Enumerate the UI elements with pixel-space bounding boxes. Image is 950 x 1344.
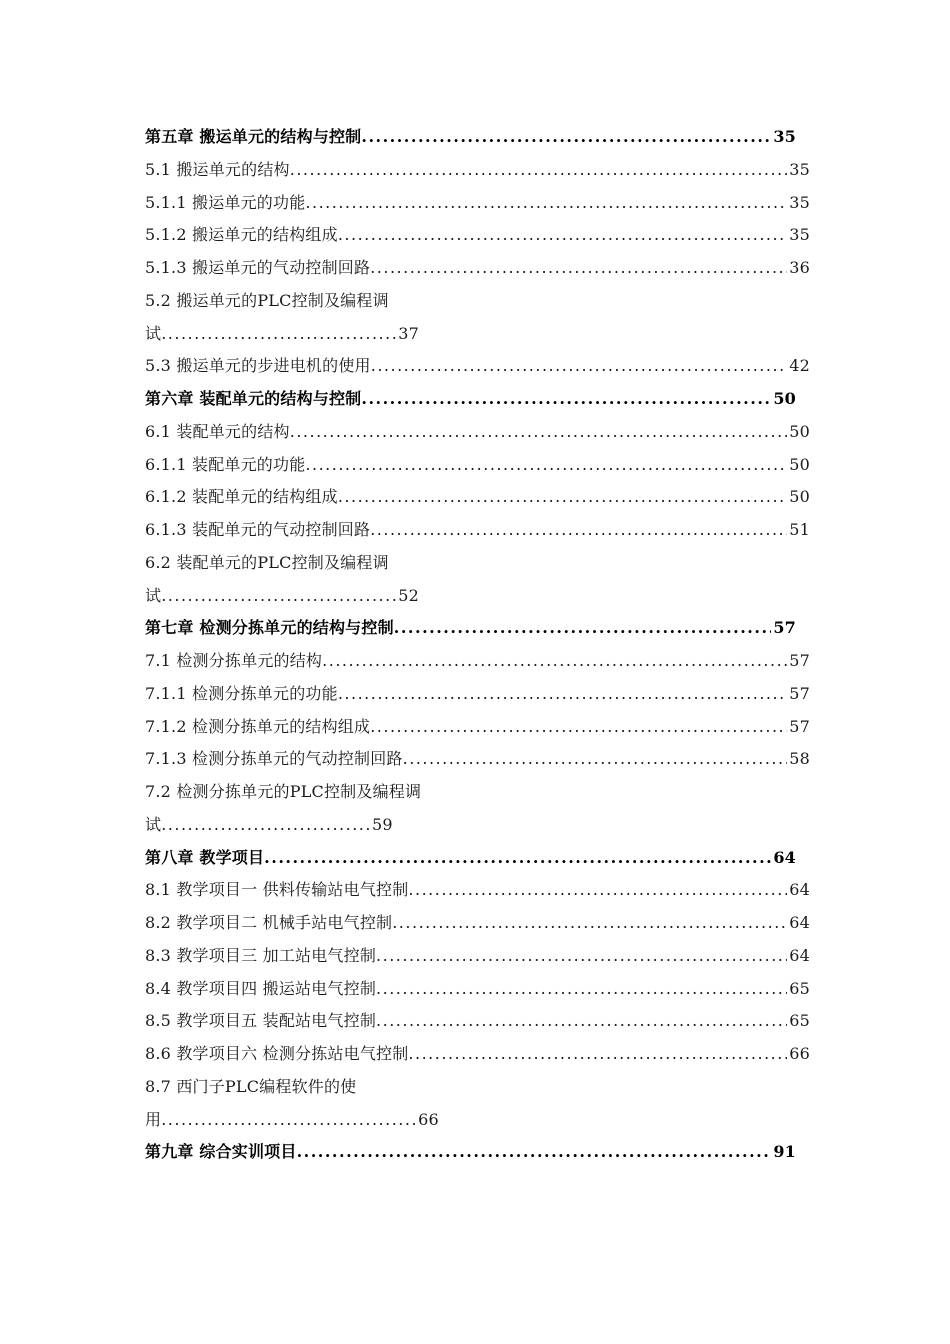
toc-entry-title: 试: [145, 323, 162, 343]
toc-page-number: 37: [398, 323, 420, 343]
toc-page-number: 50: [789, 421, 810, 441]
table-of-contents: [145, 121, 810, 1169]
toc-leader-dots: [408, 1038, 787, 1071]
toc-page-number: 35: [789, 192, 810, 212]
toc-entry-title: 8.1 教学项目一 供料传输站电气控制: [145, 880, 409, 900]
toc-entry-title: 6.1.1 装配单元的功能: [145, 454, 306, 474]
toc-leader-dots: [322, 645, 787, 678]
toc-leader-dots: [305, 449, 787, 482]
toc-entry-title: 6.1 装配单元的结构: [145, 421, 290, 441]
toc-leader-dots: ................................: [161, 814, 372, 834]
toc-entry-title: 第九章 综合实训项目: [145, 1142, 297, 1162]
toc-chapter-entry: [145, 1136, 810, 1169]
toc-entry: [145, 645, 810, 678]
toc-entry-title: 8.2 教学项目二 机械手站电气控制: [145, 913, 393, 932]
toc-page-number: 57: [789, 651, 810, 670]
toc-entry-title: 5.1.3 搬运单元的气动控制回路: [145, 258, 371, 277]
toc-leader-dots: [392, 907, 787, 940]
toc-leader-dots: [338, 678, 787, 711]
toc-entry-title: 7.1.2 检测分拣单元的结构组成: [145, 716, 371, 736]
toc-entry: [145, 776, 810, 809]
toc-entry: [145, 285, 810, 318]
toc-chapter-entry: [145, 612, 810, 645]
toc-page-number: 65: [789, 1011, 810, 1031]
toc-entry-title: 7.1 检测分拣单元的结构: [145, 651, 323, 670]
toc-leader-dots: [370, 711, 787, 744]
toc-entry-title: 5.1.2 搬运单元的结构组成: [145, 225, 338, 245]
toc-entry-title: 6.2 装配单元的PLC控制及编程调: [145, 552, 389, 572]
toc-page-number: 64: [773, 847, 796, 867]
toc-entry: [145, 907, 810, 940]
toc-leader-dots: [290, 154, 788, 187]
toc-entry: [145, 1071, 810, 1104]
toc-leader-dots: [338, 219, 787, 252]
toc-entry-title: 第六章 装配单元的结构与控制: [145, 389, 362, 408]
toc-entry: [145, 711, 810, 744]
toc-entry-title: 5.2 搬运单元的PLC控制及编程调: [145, 290, 389, 310]
toc-entry-title: 5.1.1 搬运单元的功能: [145, 192, 306, 212]
toc-page-number: 66: [418, 1109, 439, 1129]
toc-page-number: 36: [789, 258, 810, 277]
toc-entry: [145, 678, 810, 711]
toc-entry-title: 8.3 教学项目三 加工站电气控制: [145, 945, 377, 965]
toc-entry: [145, 580, 810, 613]
toc-leader-dots: [403, 743, 788, 776]
toc-leader-dots: [370, 252, 787, 285]
toc-page-number: 57: [773, 618, 796, 638]
toc-leader-dots: [305, 187, 787, 220]
toc-entry-title: 8.7 西门子PLC编程软件的使: [145, 1076, 357, 1096]
toc-page-number: 50: [789, 487, 810, 507]
toc-page-number: 59: [371, 814, 393, 834]
toc-entry: [145, 252, 810, 285]
toc-entry: [145, 1005, 810, 1038]
toc-entry-title: 试: [145, 814, 162, 834]
toc-entry: [145, 187, 810, 220]
toc-entry-title: 5.1 搬运单元的结构: [145, 159, 290, 179]
toc-page-number: 64: [789, 880, 810, 900]
toc-entry: [145, 1104, 810, 1137]
toc-page-number: 64: [789, 945, 810, 965]
toc-page-number: 50: [789, 454, 810, 474]
toc-chapter-entry: [145, 121, 810, 154]
toc-chapter-entry: [145, 383, 810, 416]
toc-page-number: 91: [773, 1142, 796, 1162]
toc-entry-title: 8.4 教学项目四 搬运站电气控制: [145, 978, 377, 998]
toc-entry: [145, 350, 810, 383]
toc-entry-title: 6.1.2 装配单元的结构组成: [145, 487, 338, 507]
toc-leader-dots: [338, 481, 787, 514]
toc-leader-dots: [297, 1136, 772, 1169]
toc-leader-dots: [361, 121, 771, 154]
toc-entry: [145, 1038, 810, 1071]
toc-entry: [145, 874, 810, 907]
toc-entry: [145, 219, 810, 252]
toc-chapter-entry: [145, 842, 810, 875]
toc-entry-title: 试: [145, 585, 162, 605]
toc-entry: [145, 547, 810, 580]
toc-leader-dots: ....................................: [161, 323, 399, 343]
toc-entry-title: 第五章 搬运单元的结构与控制: [145, 127, 362, 146]
toc-entry: [145, 449, 810, 482]
toc-entry: [145, 154, 810, 187]
toc-leader-dots: [361, 383, 771, 416]
toc-leader-dots: [376, 940, 787, 973]
toc-page-number: 64: [789, 913, 810, 932]
toc-page-number: 51: [789, 520, 810, 539]
toc-leader-dots: [376, 973, 787, 1006]
toc-entry-title: 7.1.1 检测分拣单元的功能: [145, 683, 338, 703]
toc-page-number: 58: [789, 749, 810, 769]
toc-entry-title: 8.5 教学项目五 装配站电气控制: [145, 1011, 377, 1031]
toc-leader-dots: [290, 416, 788, 449]
toc-entry: [145, 809, 810, 842]
toc-entry: [145, 973, 810, 1006]
toc-entry-title: 7.2 检测分拣单元的PLC控制及编程调: [145, 782, 422, 801]
toc-leader-dots: .......................................: [161, 1109, 419, 1129]
toc-leader-dots: [376, 1005, 787, 1038]
toc-leader-dots: [408, 874, 787, 907]
toc-page-number: 35: [789, 225, 810, 245]
toc-leader-dots: [264, 842, 771, 875]
toc-page-number: 42: [789, 356, 810, 376]
toc-entry: [145, 416, 810, 449]
toc-entry-title: 6.1.3 装配单元的气动控制回路: [145, 520, 371, 539]
toc-page-number: 57: [789, 683, 810, 703]
toc-entry-title: 第八章 教学项目: [145, 847, 265, 867]
toc-leader-dots: [370, 514, 787, 547]
toc-page-number: 52: [398, 585, 420, 605]
toc-entry: [145, 940, 810, 973]
toc-entry: [145, 481, 810, 514]
toc-leader-dots: ....................................: [161, 585, 399, 605]
toc-entry-title: 8.6 教学项目六 检测分拣站电气控制: [145, 1044, 409, 1063]
toc-page-number: 65: [789, 978, 810, 998]
toc-entry-title: 第七章 检测分拣单元的结构与控制: [145, 618, 394, 638]
toc-page-number: 57: [789, 716, 810, 736]
toc-entry: [145, 514, 810, 547]
toc-entry-title: 7.1.3 检测分拣单元的气动控制回路: [145, 749, 403, 769]
toc-leader-dots: [394, 612, 772, 645]
toc-page-number: 35: [773, 127, 796, 146]
toc-page-number: 50: [773, 389, 796, 408]
toc-entry-title: 5.3 搬运单元的步进电机的使用: [145, 356, 371, 376]
toc-page-number: 66: [789, 1044, 810, 1063]
toc-entry: [145, 743, 810, 776]
toc-entry: [145, 318, 810, 351]
toc-leader-dots: [371, 350, 788, 383]
toc-page-number: 35: [789, 159, 810, 179]
toc-entry-title: 用: [145, 1109, 162, 1129]
